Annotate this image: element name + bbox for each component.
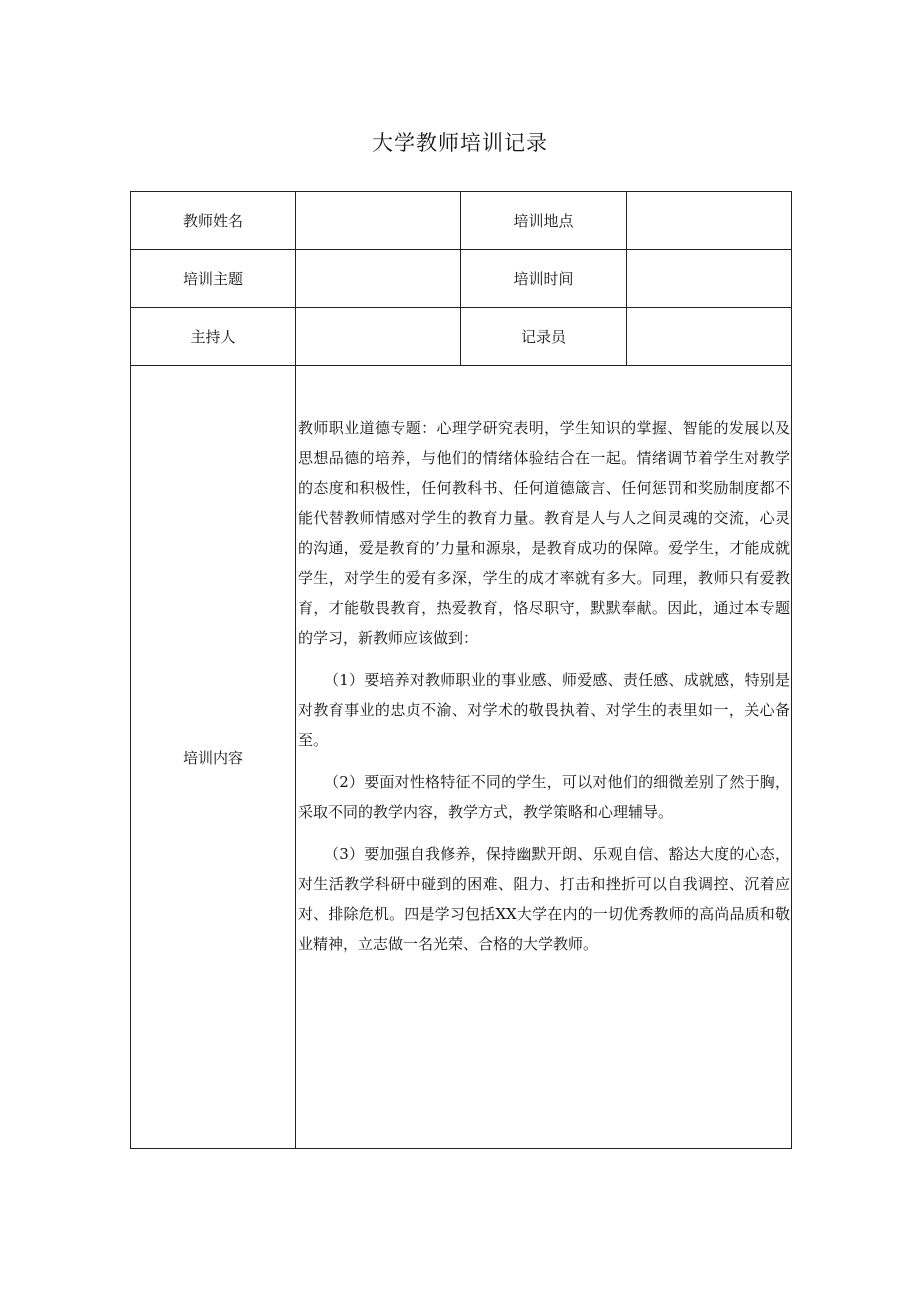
label-recorder: 记录员 [461, 308, 627, 366]
training-location-field[interactable] [627, 192, 792, 250]
training-content-text [298, 366, 790, 959]
recorder-field[interactable] [627, 308, 792, 366]
training-time-field[interactable] [627, 250, 792, 308]
content-item-1: （1）要培养对教师职业的事业感、师爱感、责任感、成就感，特别是对教育事业的忠贞不渝、对学术的敬畏执着、对学生的表里如一，关心备至。 [298, 671, 790, 749]
label-training-content: 培训内容 [131, 366, 296, 1149]
table-row-host-recorder [131, 308, 792, 366]
label-training-time: 培训时间 [461, 250, 627, 308]
table-row-training-content [131, 366, 792, 1149]
content-intro-paragraph: 教师职业道德专题：心理学研究表明，学生知识的掌握、智能的发展以及思想品德的培养，与他们的情绪体验结合在一起。情绪调节着学生对教学的态度和积极性，任何教科书、任何道德箴言、任何惩罚和奖励制度都不能代替教师情感对学生的教育力量。教育是人与人之间灵魂的交流，心灵的沟通，爱是教育的’力量和源泉，是教育成功的保障。爱学生，才能成就学生，对学生的爱有多深，学生的成才率就有多大。同理，教师只有爱教育，才能敬畏教育，热爱教育，恪尽职守，默默奉献。因此，通过本专题的学习，新教师应该做到： [298, 419, 790, 647]
training-record-table [130, 191, 792, 1149]
table-row-teacher-location [131, 192, 792, 250]
content-item-3: （3）要加强自我修养，保持幽默开朗、乐观自信、豁达大度的心态，对生活教学科研中碰到的困难、阻力、打击和挫折可以自我调控、沉着应对、排除危机。四是学习包括XX大学在内的一切优秀教师的高尚品质和敬业精神，立志做一名光荣、合格的大学教师。 [298, 845, 790, 953]
content-item-2: （2）要面对性格特征不同的学生，可以对他们的细微差别了然于胸，采取不同的教学内容，教学方式，教学策略和心理辅导。 [298, 773, 790, 821]
label-host: 主持人 [131, 308, 296, 366]
training-topic-field[interactable] [296, 250, 461, 308]
label-training-location: 培训地点 [461, 192, 627, 250]
label-teacher-name: 教师姓名 [131, 192, 296, 250]
host-field[interactable] [296, 308, 461, 366]
table-row-topic-time [131, 250, 792, 308]
training-content-cell [296, 366, 792, 1149]
label-training-topic: 培训主题 [131, 250, 296, 308]
document-title: 大学教师培训记录 [372, 131, 548, 155]
teacher-name-field[interactable] [296, 192, 461, 250]
